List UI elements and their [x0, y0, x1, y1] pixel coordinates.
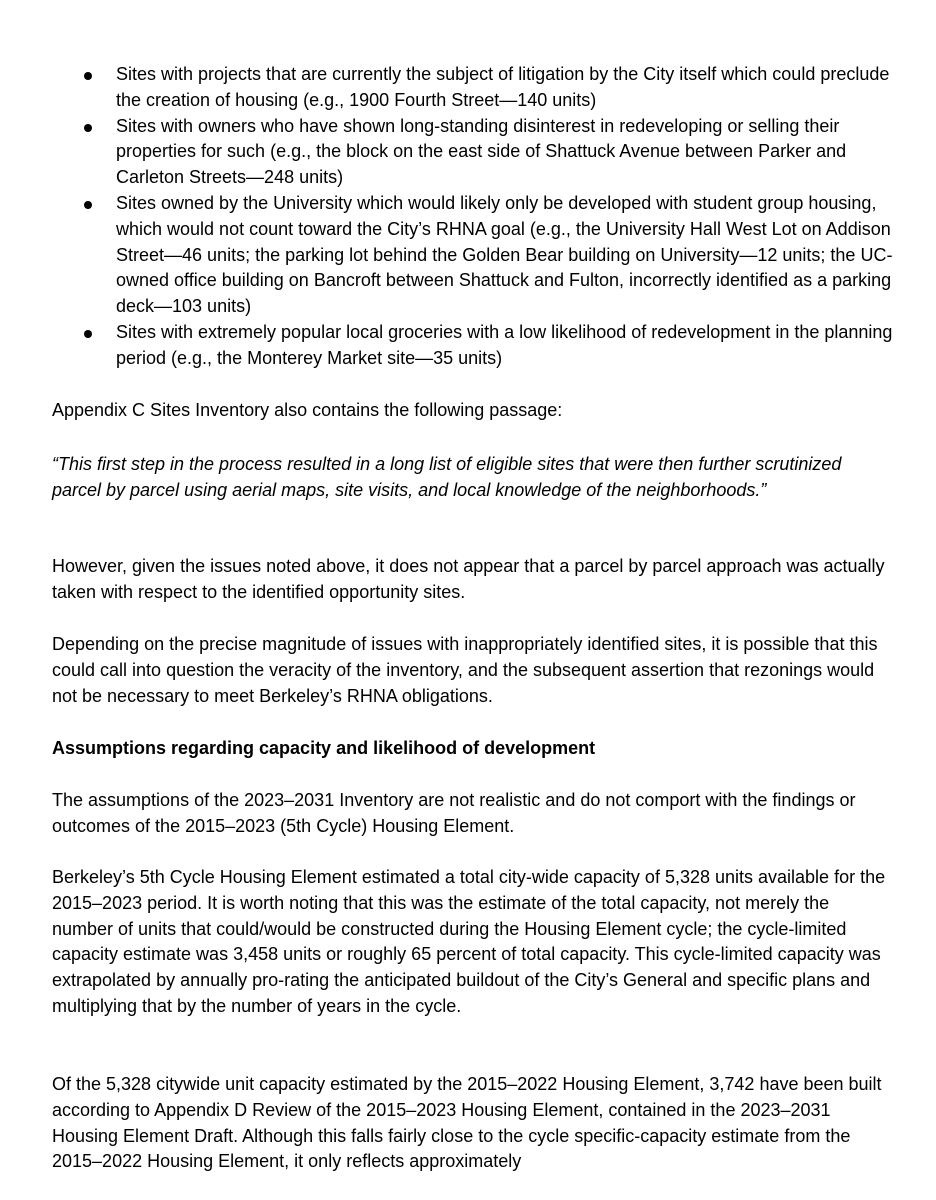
list-item: [84, 320, 894, 372]
quoted-passage: “This first step in the process resulted in a long list of eligible sites that were then further scrutinized parcel by parcel using aerial maps, site visits, and local knowledge of the neighborhoods.”: [52, 454, 842, 500]
fifth-cycle-paragraph: Berkeley’s 5th Cycle Housing Element estimated a total city-wide capacity of 5,328 units available for the 2015–2023 period. It is worth noting that this was the estimate of the total capacity, not merely the number of units that could/would be constructed during the Housing Element cycle; the cycle-limited capacity estimate was 3,458 units or roughly 65 percent of total capacity. This cycle-limited capacity was extrapolated by annually pro-rating the anticipated buildout of the City’s General and specific plans and multiplying that by the number of years in the cycle.: [52, 867, 886, 1016]
list-item: [84, 62, 894, 114]
assumptions-paragraph: The assumptions of the 2023–2031 Inventory are not realistic and do not comport with the findings or outcomes of the 2015–2023 (5th Cycle) Housing Element.: [52, 790, 856, 836]
section-heading: Assumptions regarding capacity and likelihood of development: [52, 738, 596, 758]
bullet-text: Sites with owners who have shown long-standing disinterest in redeveloping or selling their properties for such (e.g., the block on the east side of Shattuck Avenue between Parker and Carleton Streets—248 units): [116, 115, 847, 188]
bullet-text: Sites with projects that are currently the subject of litigation by the City itself which could preclude the creation of housing (e.g., 1900 Fourth Street—140 units): [116, 64, 890, 110]
bullet-dot-icon: [84, 201, 92, 209]
of-the-paragraph: Of the 5,328 citywide unit capacity estimated by the 2015–2022 Housing Element, 3,742 have been built according to Appendix D Review of the 2015–2023 Housing Element, contained in the 2023–2031 Housing Element Draft. Although this falls fairly close to the cycle specific-capacity estimate from the 2015–2022 Housing Element, it only reflects approximately: [52, 1074, 882, 1172]
list-item: [84, 114, 894, 191]
list-item: [84, 191, 894, 320]
appendix-intro-paragraph: Appendix C Sites Inventory also contains the following passage:: [52, 400, 563, 420]
bullet-text: Sites with extremely popular local groceries with a low likelihood of redevelopment in the planning period (e.g., the Monterey Market site—35 units): [116, 321, 893, 368]
bullet-text: Sites owned by the University which would likely only be developed with student group housing, which would not count toward the City’s RHNA goal (e.g., the University Hall West Lot on Addison Street—46 units; the parking lot behind the Golden Bear building on University—12 units; the UC-owned office building on Bancroft between Shattuck and Fulton, incorrectly identified as a parking deck—103 units): [116, 192, 893, 317]
however-paragraph: However, given the issues noted above, it does not appear that a parcel by parcel approach was actually taken with respect to the identified opportunity sites.: [52, 556, 885, 602]
bullet-dot-icon: [84, 72, 92, 80]
bullet-dot-icon: [84, 124, 92, 132]
depending-paragraph: Depending on the precise magnitude of issues with inappropriately identified sites, it is possible that this could call into question the veracity of the inventory, and the subsequent assertion that rezonings would not be necessary to meet Berkeley’s RHNA obligations.: [52, 634, 878, 706]
bullet-list: [84, 62, 894, 372]
bullet-dot-icon: [84, 330, 92, 338]
